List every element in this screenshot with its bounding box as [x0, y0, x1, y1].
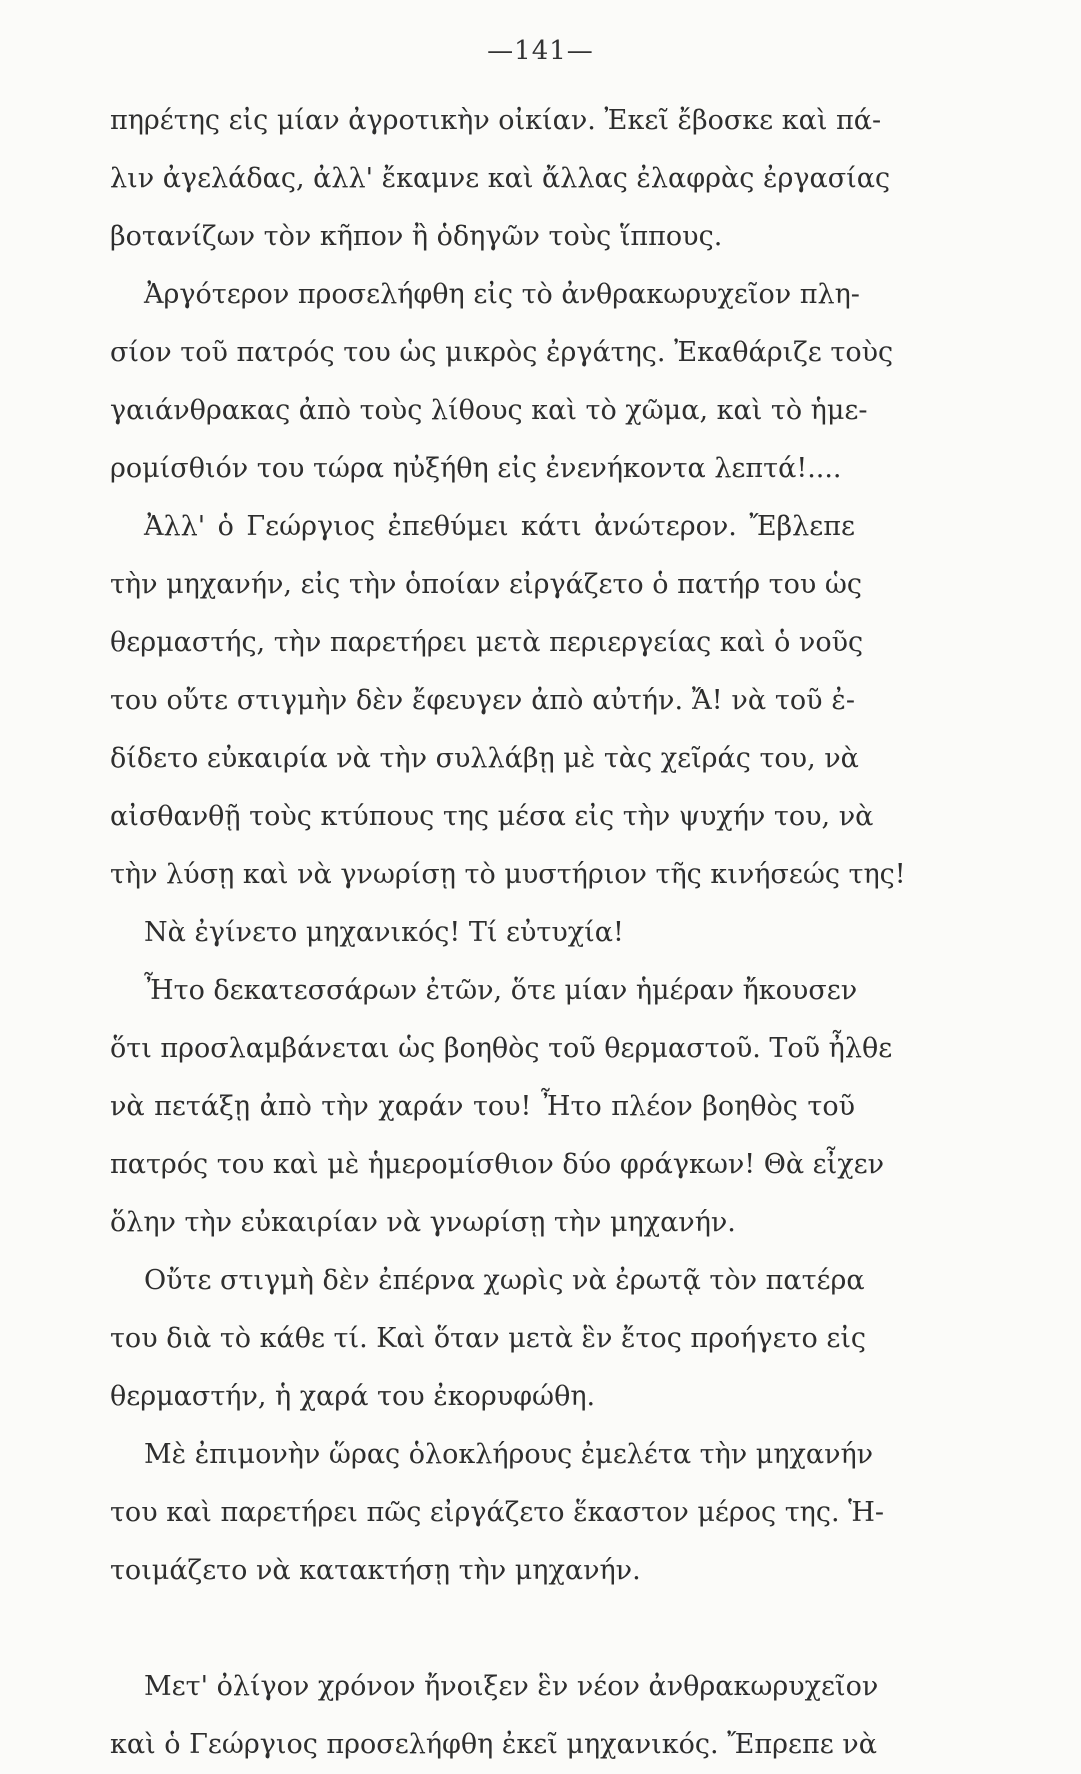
text-line: του διὰ τὸ κάθε τί. Καὶ ὅταν μετὰ ἓν ἔτος προήγετο εἰς — [110, 1323, 867, 1354]
text-line: δίδετο εὐκαιρία νὰ τὴν συλλάβῃ μὲ τὰς χεῖράς του, νὰ — [110, 743, 859, 774]
text-line: πηρέτης εἰς μίαν ἀγροτικὴν οἰκίαν. Ἐκεῖ ἔβοσκε καὶ πά- — [110, 105, 882, 136]
text-line: θερμαστήν, ἡ χαρά του ἐκορυφώθη. — [110, 1381, 596, 1412]
text-line: ὅτι προσλαμβάνεται ὡς βοηθὸς τοῦ θερμαστοῦ. Τοῦ ἦλθε — [110, 1033, 893, 1064]
text-line: λιν ἀγελάδας, ἀλλ' ἔκαμνε καὶ ἄλλας ἐλαφρὰς ἐργασίας — [110, 163, 891, 194]
text-line: σίον τοῦ πατρός του ὡς μικρὸς ἐργάτης. Ἐκαθάριζε τοὺς — [110, 337, 894, 368]
section-gap — [110, 1600, 855, 1658]
text-line: νὰ πετάξῃ ἀπὸ τὴν χαράν του! Ἦτο πλέον βοηθὸς τοῦ — [110, 1091, 855, 1122]
text-line: Οὔτε στιγμὴ δὲν ἐπέρνα χωρὶς νὰ ἐρωτᾷ τὸν πατέρα — [144, 1265, 865, 1296]
text-line: του οὔτε στιγμὴν δὲν ἔφευγεν ἀπὸ αὐτήν. Ἄ! νὰ τοῦ ἐ- — [110, 685, 855, 716]
text-line: ὅλην τὴν εὐκαιρίαν νὰ γνωρίσῃ τὴν μηχανήν. — [110, 1207, 736, 1238]
text-line: πατρός του καὶ μὲ ἡμερομίσθιον δύο φράγκων! Θὰ εἶχεν — [110, 1149, 885, 1180]
text-line: Ἦτο δεκατεσσάρων ἐτῶν, ὅτε μίαν ἡμέραν ἤκουσεν — [144, 975, 858, 1006]
page-number: —141— — [487, 36, 594, 66]
text-line: θερμαστής, τὴν παρετήρει μετὰ περιεργείας καὶ ὁ νοῦς — [110, 627, 864, 658]
text-line: Ἀλλ' ὁ Γεώργιος ἐπεθύμει κάτι ἀνώτερον. Ἔβλεπε — [144, 511, 855, 542]
text-line: Μετ' ὀλίγον χρόνον ἤνοιξεν ἓν νέον ἀνθρακωρυχεῖον — [144, 1671, 879, 1702]
text-line: βοτανίζων τὸν κῆπον ἢ ὁδηγῶν τοὺς ἵππους. — [110, 221, 723, 252]
text-line: Ἀργότερον προσελήφθη εἰς τὸ ἀνθρακωρυχεῖον πλη- — [144, 279, 860, 310]
text-line: τοιμάζετο νὰ κατακτήσῃ τὴν μηχανήν. — [110, 1555, 641, 1586]
text-line: τὴν λύσῃ καὶ νὰ γνωρίσῃ τὸ μυστήριον τῆς κινήσεώς της! — [110, 859, 906, 890]
text-line: τὴν μηχανήν, εἰς τὴν ὁποίαν εἰργάζετο ὁ πατήρ του ὡς — [110, 569, 862, 600]
text-line: του καὶ παρετήρει πῶς εἰργάζετο ἕκαστον μέρος της. Ἡ- — [110, 1497, 885, 1528]
body-text — [110, 92, 906, 1774]
text-line: Νὰ ἐγίνετο μηχανικός! Τί εὐτυχία! — [144, 917, 624, 948]
text-line: αἰσθανθῇ τοὺς κτύπους της μέσα εἰς τὴν ψυχήν του, νὰ — [110, 801, 874, 832]
text-line: γαιάνθρακας ἀπὸ τοὺς λίθους καὶ τὸ χῶμα, καὶ τὸ ἡμε- — [110, 395, 868, 426]
text-line: καὶ ὁ Γεώργιος προσελήφθη ἐκεῖ μηχανικός. Ἔπρεπε νὰ — [110, 1729, 877, 1760]
text-line: ρομίσθιόν του τώρα ηὐξήθη εἰς ἐνενήκοντα λεπτά!.... — [110, 453, 842, 484]
text-line: Μὲ ἐπιμονὴν ὥρας ὁλοκλήρους ἐμελέτα τὴν μηχανήν — [144, 1439, 874, 1470]
